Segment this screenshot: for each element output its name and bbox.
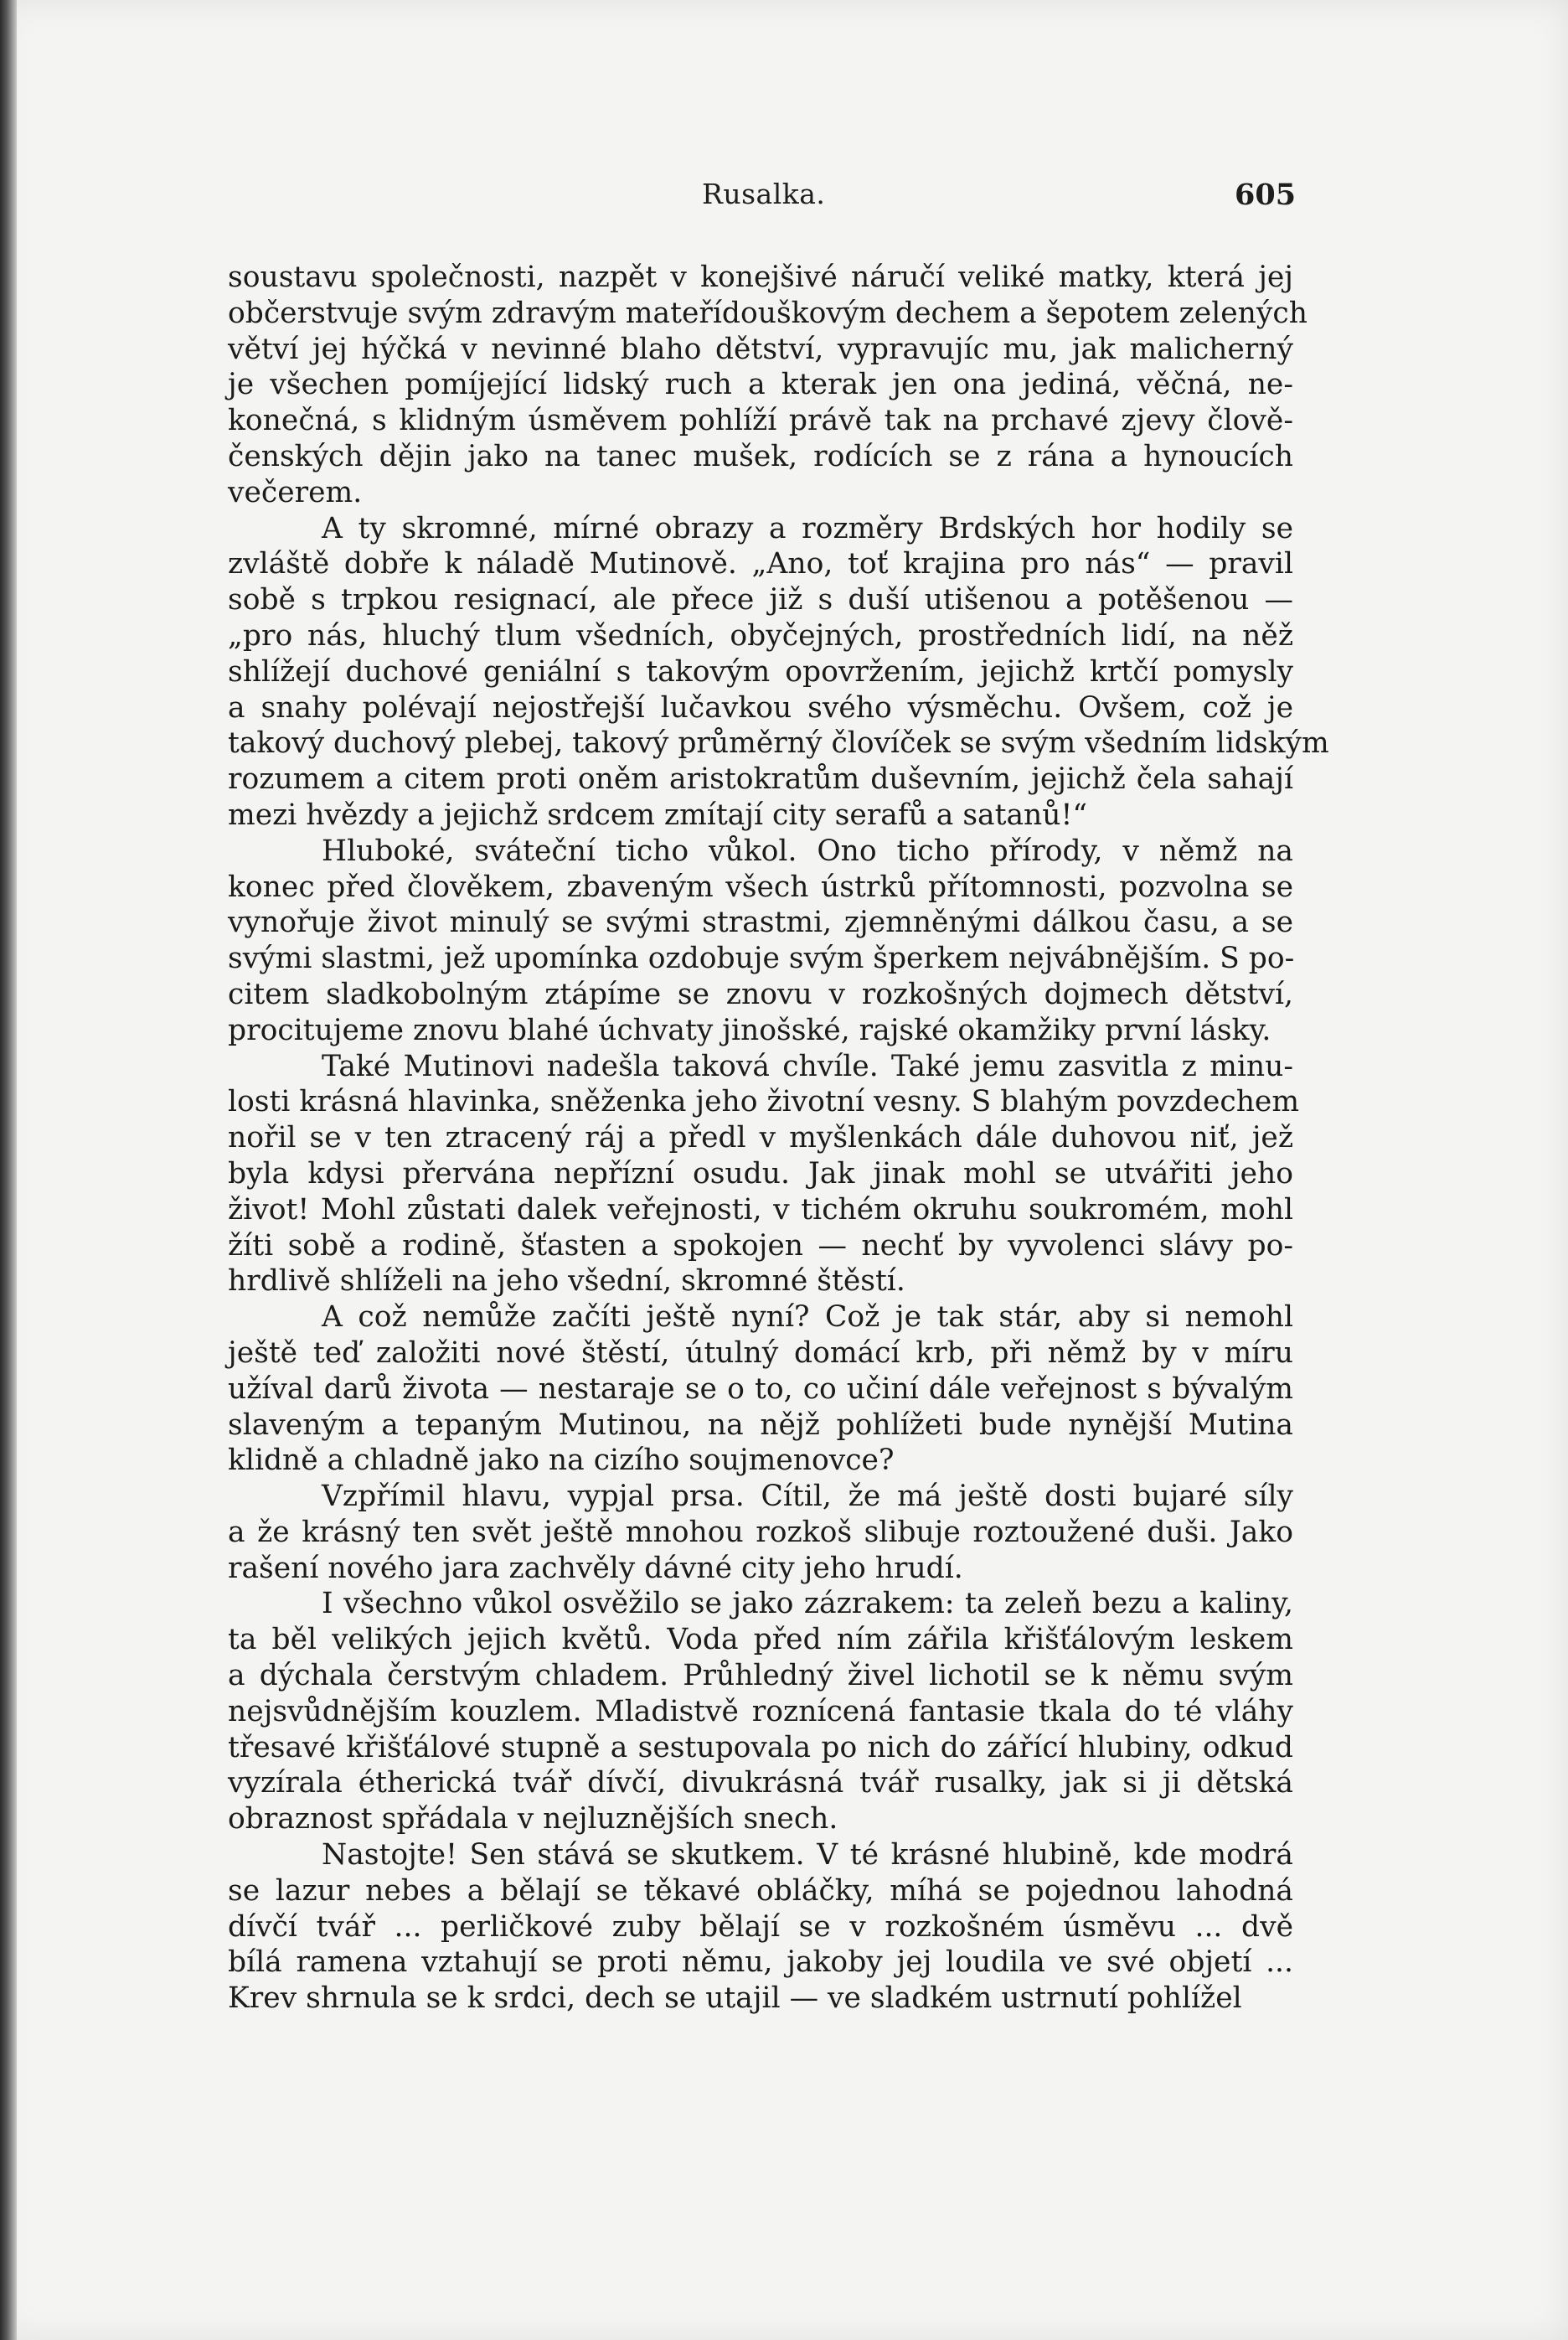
text-line: obraznost spřádala v nejluznějších snech.	[228, 1802, 838, 1836]
text-line: procitujeme znovu blahé úchvaty jinošské, rajské okamžiky první lásky.	[228, 1013, 1271, 1047]
text-line: konec před člověkem, zbaveným všech ústrků přítomnosti, pozvolna se	[228, 870, 1293, 904]
text-line: vynořuje život minulý se svými strastmi, zjemněnými dálkou času, a se	[228, 906, 1293, 940]
paragraph	[228, 1049, 1300, 1300]
text-line: občerstvuje svým zdravým mateřídouškovým dechem a šepotem zelených	[228, 296, 1308, 330]
text-line: dívčí tvář ... perličkové zuby bělají se v rozkošném úsměvu ... dvě	[228, 1909, 1293, 1944]
text-line: sobě s trpkou resignací, ale přece již s duší utišenou a potěšenou —	[228, 583, 1293, 617]
paragraph	[228, 834, 1293, 1049]
text-line: slaveným a tepaným Mutinou, na nějž pohlížeti bude nynější Mutina	[228, 1408, 1293, 1442]
text-line: život! Mohl zůstati dalek veřejnosti, v tichém okruhu soukromém, mohl	[228, 1192, 1293, 1227]
text-line: klidně a chladně jako na cizího soujmenovce?	[228, 1444, 895, 1478]
text-line: čenských dějin jako na tanec mušek, rodících se z rána a hynoucích	[228, 439, 1293, 473]
text-line: Hluboké, sváteční ticho vůkol. Ono ticho přírody, v němž na	[322, 834, 1293, 868]
text-line: nořil se v ten ztracený ráj a předl v myšlenkách dále duhovou niť, jež	[228, 1121, 1293, 1155]
body-text	[228, 260, 1329, 2017]
paragraph	[228, 1837, 1293, 2017]
text-line: I všechno vůkol osvěžilo se jako zázrakem: ta zeleň bezu a kaliny,	[322, 1587, 1293, 1621]
text-line: nejsvůdnějším kouzlem. Mladistvě roznícená fantasie tkala do té vláhy	[228, 1694, 1293, 1728]
text-line: rozumem a citem proti oněm aristokratům duševním, jejichž čela sahají	[228, 762, 1293, 797]
page-header	[0, 178, 1568, 220]
paragraph	[228, 1479, 1293, 1586]
running-title: Rusalka.	[702, 178, 826, 210]
text-line: Vzpřímil hlavu, vypjal prsa. Cítil, že má ještě dosti bujaré síly	[322, 1480, 1293, 1514]
paragraph	[228, 1299, 1293, 1479]
text-line: soustavu společnosti, nazpět v konejšivé náručí veliké matky, která jej	[228, 261, 1293, 294]
text-line: svými slastmi, jež upomínka ozdobuje svým šperkem nejvábnějším. S po-	[228, 942, 1295, 976]
text-line: Krev shrnula se k srdci, dech se utajil — ve sladkém ustrnutí pohlížel	[228, 1981, 1242, 2016]
text-line: vyzírala étherická tvář dívčí, divukrásná tvář rusalky, jak si ji dětská	[228, 1766, 1293, 1800]
text-line: bílá ramena vztahují se proti němu, jakoby jej loudila ve své objetí ...	[228, 1945, 1293, 1980]
text-line: takový duchový plebej, takový průměrný človíček se svým všedním lidským	[228, 726, 1329, 761]
paragraph	[228, 260, 1308, 511]
text-line: mezi hvězdy a jejichž srdcem zmítají city serafů a satanů!“	[228, 798, 1087, 832]
text-line: a že krásný ten svět ještě mnohou rozkoš slibuje roztoužené duši. Jako	[228, 1515, 1293, 1549]
text-line: shlížejí duchové geniální s takovým opovržením, jejichž krtčí pomysly	[228, 654, 1293, 689]
text-line: Také Mutinovi nadešla taková chvíle. Také jemu zasvitla z minu-	[322, 1049, 1293, 1083]
text-line: A ty skromné, mírné obrazy a rozměry Brdských hor hodily se	[322, 511, 1293, 545]
text-line: byla kdysi přervána nepřízní osudu. Jak jinak mohl se utvářiti jeho	[228, 1156, 1293, 1191]
text-line: večerem.	[228, 475, 363, 509]
text-line: je všechen pomíjející lidský ruch a kterak jen ona jediná, věčná, ne-	[228, 368, 1293, 402]
text-line: losti krásná hlavinka, sněženka jeho životní vesny. S blahým povzdechem	[228, 1085, 1300, 1119]
text-line: užíval darů života — nestaraje se o to, co učiní dále veřejnost s bývalým	[228, 1371, 1293, 1406]
text-line: se lazur nebes a bělají se těkavé obláčky, míhá se pojednou lahodná	[228, 1873, 1293, 1908]
scan-edge-shadow	[0, 0, 17, 2340]
text-line: žíti sobě a rodině, šťasten a spokojen — nechť by vyvolenci slávy po-	[228, 1228, 1293, 1263]
page-number: 605	[1235, 178, 1297, 212]
text-line: větví jej hýčká v nevinné blaho dětství, vypravujíc mu, jak malicherný	[228, 332, 1293, 366]
text-line: konečná, s klidným úsměvem pohlíží právě tak na prchavé zjevy člově-	[228, 404, 1293, 438]
text-line: ta běl velikých jejich květů. Voda před ním zářila křišťálovým leskem	[228, 1623, 1293, 1657]
text-line: třesavé křišťálové stupně a sestupovala po nich do zářící hlubiny, odkud	[228, 1730, 1293, 1764]
paragraph	[228, 511, 1329, 834]
text-line: A což nemůže začíti ještě nyní? Což je tak stár, aby si nemohl	[322, 1300, 1293, 1335]
text-line: hrdlivě shlíželi na jeho všední, skromné štěstí.	[228, 1264, 905, 1299]
text-line: a dýchala čerstvým chladem. Průhledný živel lichotil se k němu svým	[228, 1659, 1293, 1693]
text-line: rašení nového jara zachvěly dávné city jeho hrudí.	[228, 1551, 963, 1585]
text-line: a snahy polévají nejostřejší lučavkou svého výsměchu. Ovšem, což je	[228, 690, 1293, 725]
text-line: Nastojte! Sen stává se skutkem. V té krásné hlubině, kde modrá	[322, 1838, 1293, 1873]
text-line: zvláště dobře k náladě Mutinově. „Ano, toť krajina pro nás“ — pravil	[228, 547, 1293, 581]
paragraph	[228, 1586, 1293, 1837]
text-line: citem sladkobolným ztápíme se znovu v rozkošných dojmech dětství,	[228, 977, 1293, 1011]
text-line: „pro nás, hluchý tlum všedních, obyčejných, prostředních lidí, na něž	[228, 618, 1293, 653]
text-line: ještě teď založiti nové štěstí, útulný domácí krb, při němž by v míru	[228, 1335, 1293, 1370]
